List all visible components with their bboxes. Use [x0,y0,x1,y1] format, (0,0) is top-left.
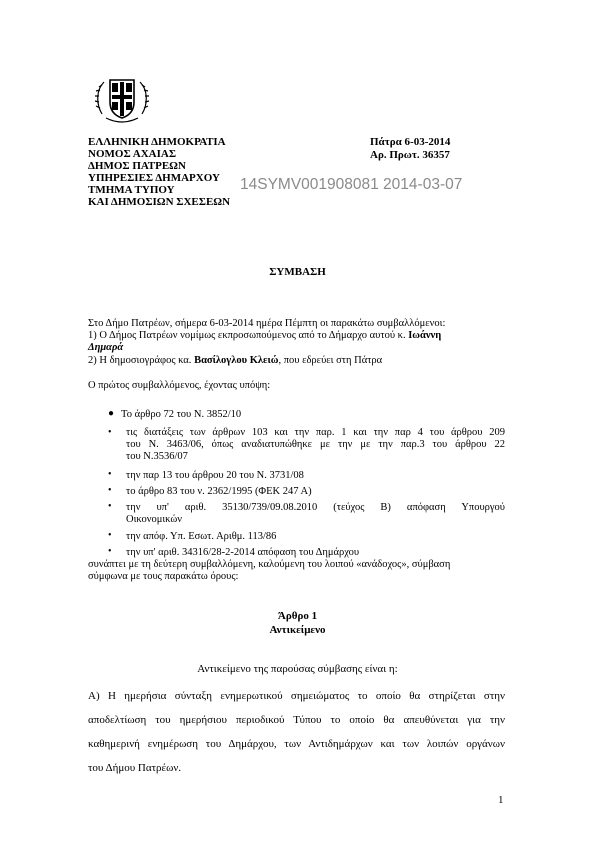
list-item: τις διατάξεις των άρθρων 103 και την παρ. 1 και την παρ 4 του άρθρου 209 [126,427,505,438]
list-item: την υπ' αριθ. 34316/28-2-2014 απόφαση του Δημάρχου [126,547,360,558]
list-item: την υπ' αριθ. 35130/739/09.08.2010 (τεύχος Β) απόφαση Υπουργού [126,502,505,513]
header-line: ΝΟΜΟΣ ΑΧΑΙΑΣ [88,148,177,160]
protocol-number: Αρ. Πρωτ. 36357 [370,149,450,161]
paragraph-line: του Δήμου Πατρέων. [88,762,182,774]
document-date: Πάτρα 6-03-2014 [370,136,451,148]
header-line: ΕΛΛΗΝΙΚΗ ΔΗΜΟΚΡΑΤΙΑ [88,136,226,148]
intro-line: 1) Ο Δήμος Πατρέων νομίμως εκπροσωπούμενος από το Δήμαρχο αυτού κ. Ιωάννη [88,330,442,341]
page-number: 1 [498,794,504,806]
closing-line: σύμφωνα με τους παρακάτω όρους: [88,571,239,582]
bullet-icon: • [108,485,112,496]
document-title: ΣΥΜΒΑΣΗ [269,266,326,278]
header-line: ΥΠΗΡΕΣΙΕΣ ΔΗΜΑΡΧΟΥ [88,172,220,184]
closing-line: συνάπτει με τη δεύτερη συμβαλλόμενη, καλούμενη του λοιπού «ανάδοχος», σύμβαση [88,559,451,570]
list-item: το άρθρο 83 του ν. 2362/1995 (ΦΕΚ 247 Α) [126,486,312,497]
paragraph-line: Α) Η ημερήσια σύνταξη ενημερωτικού σημειώματος το οποίο θα στηρίζεται στην [88,690,505,702]
list-item: του Ν.3536/07 [126,451,188,462]
paragraph-line: καθημερινή ενημέρωση του Δημάρχου, των Αντιδημάρχων και των λοιπών οργάνων [88,738,505,750]
list-item: Το άρθρο 72 του Ν. 3852/10 [121,409,242,420]
bullet-icon: • [108,427,112,438]
bullet-icon: ● [108,408,115,419]
bullet-icon: • [108,546,112,557]
coat-of-arms-emblem [94,74,150,124]
header-line: ΚΑΙ ΔΗΜΟΣΙΩΝ ΣΧΕΣΕΩΝ [88,196,231,208]
header-line: ΔΗΜΟΣ ΠΑΤΡΕΩΝ [88,160,186,172]
list-item: την απόφ. Υπ. Εσωτ. Αριθμ. 113/86 [126,531,277,542]
intro-line: Δημαρά [88,342,124,353]
paragraph-line: αποδελτίωση του ημερήσιου περιοδικού Τύπου το οποίο θα απευθύνεται για την [88,714,505,726]
header-line: ΤΜΗΜΑ ΤΥΠΟΥ [88,184,175,196]
diavgeia-stamp: 14SYMV001908081 2014-03-07 [240,176,463,193]
bullet-icon: • [108,469,112,480]
intro-line: Στο Δήμο Πατρέων, σήμερα 6-03-2014 ημέρα Πέμπτη οι παρακάτω συμβαλλόμενοι: [88,318,446,329]
bullet-icon: • [108,501,112,512]
subject-intro: Αντικείμενο της παρούσας σύμβασης είναι η: [197,663,398,675]
list-item: Οικονομικών [126,514,183,525]
list-item: την παρ 13 του άρθρου 20 του Ν. 3731/08 [126,470,304,481]
list-item: του Ν. 3463/06, όπως αναδιατυπώθηκε με την με την παρ.3 του άρθρου 22 [126,439,505,450]
article-number: Άρθρο 1 [277,610,318,622]
considering-line: Ο πρώτος συμβαλλόμενος, έχοντας υπόψη: [88,380,271,391]
bullet-icon: • [108,530,112,541]
article-name: Αντικείμενο [269,624,326,636]
intro-line: 2) Η δημοσιογράφος κα. Βασίλογλου Κλειώ, που εδρεύει στη Πάτρα [88,355,383,366]
